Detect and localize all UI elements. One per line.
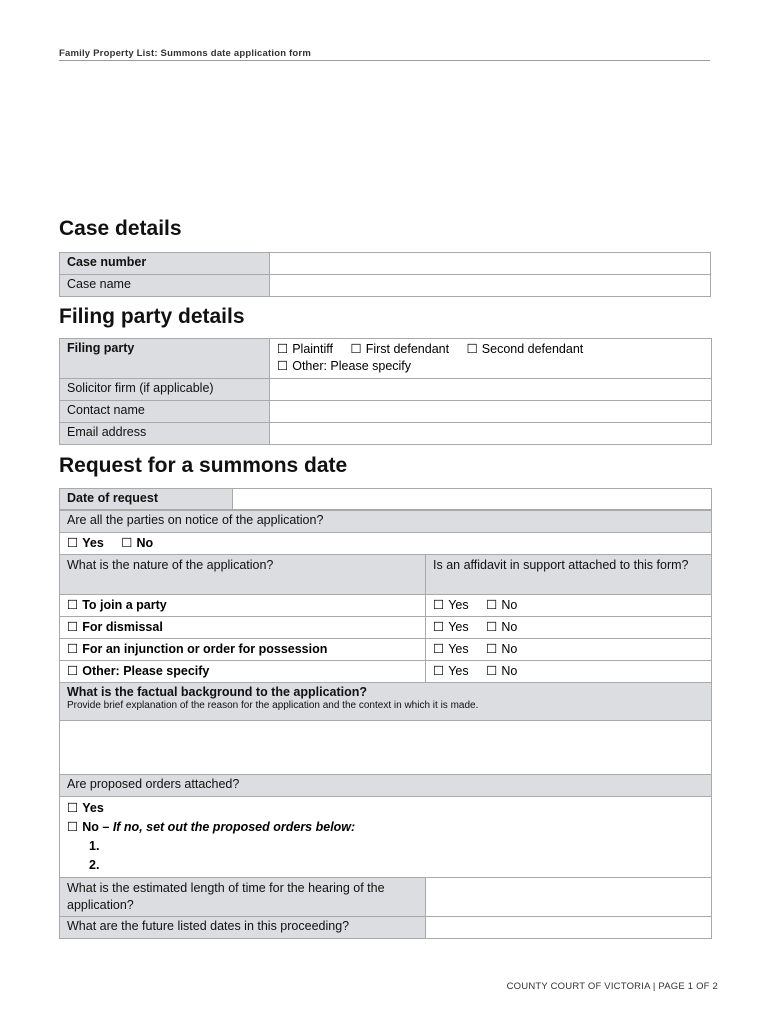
- email-label: Email address: [60, 423, 270, 445]
- future-dates-question: What are the future listed dates in this proceeding?: [60, 917, 426, 939]
- email-field[interactable]: [270, 423, 712, 445]
- request-title: Request for a summons date: [59, 454, 348, 477]
- length-question: What is the estimated length of time for the hearing of the application?: [60, 878, 426, 917]
- checkbox-icon: ☐: [121, 536, 133, 550]
- checkbox-icon: ☐: [67, 664, 79, 678]
- case-number-field[interactable]: [270, 253, 711, 275]
- case-details-title: Case details: [59, 217, 182, 240]
- filing-party-title: Filing party details: [59, 305, 245, 328]
- checkbox-icon: ☐: [277, 359, 289, 373]
- order-item: 2.: [89, 858, 100, 872]
- checkbox-icon: ☐: [67, 642, 79, 656]
- checkbox-icon: ☐: [67, 801, 79, 815]
- case-details-table: [59, 252, 711, 297]
- affidavit-no[interactable]: ☐ No: [486, 642, 518, 656]
- solicitor-field[interactable]: [270, 379, 712, 401]
- orders-answer: [60, 797, 712, 878]
- contact-field[interactable]: [270, 401, 712, 423]
- affidavit-yes[interactable]: ☐ Yes: [433, 642, 469, 656]
- background-hint: Provide brief explanation of the reason for the application and the context in which it is made.: [67, 700, 479, 711]
- checkbox-icon: ☐: [67, 620, 79, 634]
- checkbox-icon: ☐: [277, 342, 289, 356]
- orders-instruction: If no, set out the proposed orders below:: [112, 820, 356, 834]
- background-question-cell: [60, 683, 712, 721]
- date-of-request-table: [59, 488, 712, 510]
- nature-question: What is the nature of the application?: [60, 555, 426, 595]
- affidavit-answer: [426, 661, 712, 683]
- checkbox-icon: ☐: [486, 642, 498, 656]
- affidavit-no[interactable]: ☐ No: [486, 598, 518, 612]
- length-field[interactable]: [426, 878, 712, 917]
- affidavit-no[interactable]: ☐ No: [486, 620, 518, 634]
- affidavit-question: Is an affidavit in support attached to this form?: [426, 555, 712, 595]
- nature-option-join[interactable]: ☐ To join a party: [60, 595, 426, 617]
- filing-party-label: Filing party: [60, 339, 270, 379]
- page-header: Family Property List: Summons date application form: [59, 48, 710, 61]
- orders-question: Are proposed orders attached?: [60, 775, 712, 797]
- checkbox-icon: ☐: [67, 536, 79, 550]
- filing-party-table: [59, 338, 712, 445]
- affidavit-answer: [426, 595, 712, 617]
- affidavit-answer: [426, 639, 712, 661]
- checkbox-icon: ☐: [486, 620, 498, 634]
- order-item: 1.: [89, 839, 100, 853]
- checkbox-icon: ☐: [433, 598, 445, 612]
- date-of-request-label: Date of request: [60, 489, 233, 510]
- orders-no[interactable]: ☐ No – If no, set out the proposed orders below:: [67, 818, 704, 837]
- nature-option-other[interactable]: ☐ Other: Please specify: [60, 661, 426, 683]
- checkbox-icon: ☐: [486, 664, 498, 678]
- page-footer: COUNTY COURT OF VICTORIA | PAGE 1 OF 2: [506, 981, 718, 992]
- checkbox-icon: ☐: [466, 342, 478, 356]
- request-table: [59, 510, 712, 939]
- checkbox-icon: ☐: [433, 664, 445, 678]
- notice-question: Are all the parties on notice of the application?: [60, 511, 712, 533]
- checkbox-icon: ☐: [486, 598, 498, 612]
- option-first-defendant[interactable]: ☐ First defendant: [350, 342, 450, 356]
- checkbox-icon: ☐: [433, 620, 445, 634]
- orders-yes[interactable]: ☐ Yes: [67, 799, 704, 818]
- future-dates-field[interactable]: [426, 917, 712, 939]
- nature-option-injunction[interactable]: ☐ For an injunction or order for possession: [60, 639, 426, 661]
- case-name-label: Case name: [60, 275, 270, 297]
- filing-party-options: [270, 339, 712, 379]
- affidavit-yes[interactable]: ☐ Yes: [433, 664, 469, 678]
- notice-answer: [60, 533, 712, 555]
- affidavit-answer: [426, 617, 712, 639]
- notice-no[interactable]: ☐ No: [121, 536, 154, 550]
- checkbox-icon: ☐: [67, 820, 79, 834]
- notice-yes[interactable]: ☐ Yes: [67, 536, 104, 550]
- option-second-defendant[interactable]: ☐ Second defendant: [466, 342, 584, 356]
- checkbox-icon: ☐: [67, 598, 79, 612]
- option-plaintiff[interactable]: ☐ Plaintiff: [277, 342, 333, 356]
- affidavit-yes[interactable]: ☐ Yes: [433, 598, 469, 612]
- case-number-label: Case number: [60, 253, 270, 275]
- background-question: What is the factual background to the application?: [67, 685, 368, 699]
- date-of-request-field[interactable]: [233, 489, 712, 510]
- option-other[interactable]: ☐ Other: Please specify: [277, 359, 412, 373]
- affidavit-no[interactable]: ☐ No: [486, 664, 518, 678]
- background-field[interactable]: [60, 721, 712, 775]
- checkbox-icon: ☐: [350, 342, 362, 356]
- checkbox-icon: ☐: [433, 642, 445, 656]
- case-name-field[interactable]: [270, 275, 711, 297]
- solicitor-label: Solicitor firm (if applicable): [60, 379, 270, 401]
- affidavit-yes[interactable]: ☐ Yes: [433, 620, 469, 634]
- contact-label: Contact name: [60, 401, 270, 423]
- nature-option-dismissal[interactable]: ☐ For dismissal: [60, 617, 426, 639]
